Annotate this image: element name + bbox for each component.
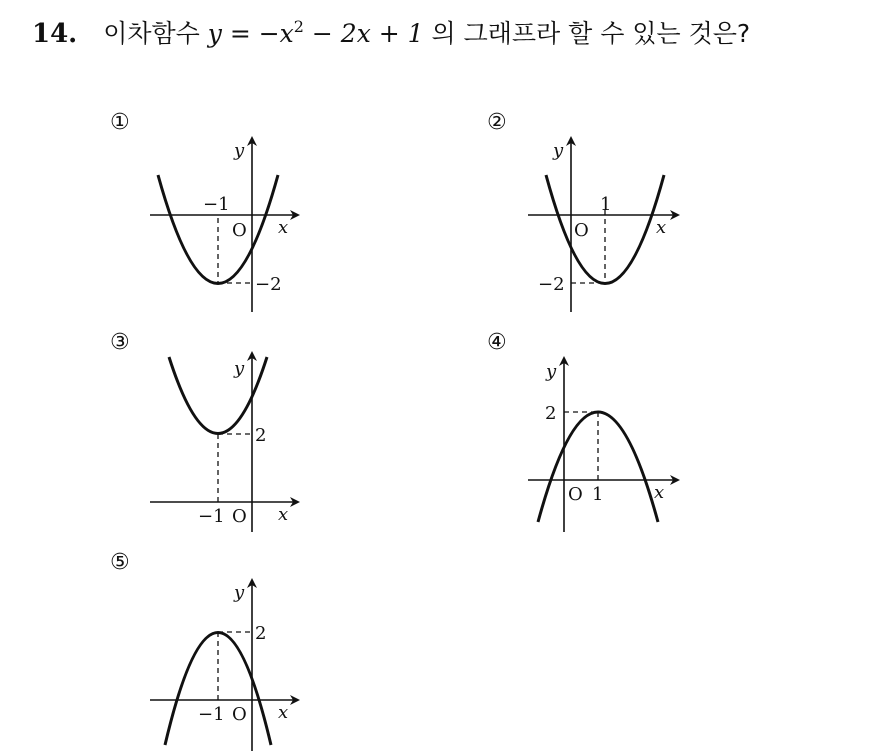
question-stem-prefix: 이차함수 <box>103 19 200 48</box>
formula-y: y <box>207 19 222 48</box>
label-two: 2 <box>545 403 557 424</box>
choice-2-graph[interactable] <box>528 138 678 312</box>
choice-3-graph[interactable] <box>150 353 298 532</box>
label-minus-two: −2 <box>255 274 282 295</box>
choice-5-label[interactable]: ⑤ <box>110 550 130 575</box>
formula-rest: − 2x + 1 <box>303 19 424 48</box>
y-axis-label: y <box>234 140 245 161</box>
origin-label: O <box>232 220 247 241</box>
choice-2-label[interactable]: ② <box>487 110 507 135</box>
y-axis-label: y <box>546 361 557 382</box>
question-stem-suffix: 의 그래프라 할 수 있는 것은? <box>431 19 751 48</box>
x-axis-label: x <box>654 482 665 503</box>
origin-label: O <box>568 484 583 505</box>
question-number: 14. <box>32 19 78 49</box>
label-two: 2 <box>255 623 267 644</box>
origin-label: O <box>574 220 589 241</box>
formula-eq: = −x <box>221 19 294 48</box>
choice-1-label[interactable]: ① <box>110 110 130 135</box>
choice-4-label[interactable]: ④ <box>487 330 507 355</box>
formula-exponent: 2 <box>293 17 304 36</box>
x-axis-label: x <box>278 702 289 723</box>
choice-4-graph[interactable] <box>528 358 678 532</box>
label-two: 2 <box>255 425 267 446</box>
x-axis-label: x <box>656 217 667 238</box>
label-minus-one: −1 <box>198 506 225 527</box>
choice-5-graph[interactable] <box>150 580 298 751</box>
choice-1-graph[interactable] <box>150 138 298 312</box>
y-axis-label: y <box>553 140 564 161</box>
label-minus-two: −2 <box>538 274 565 295</box>
y-axis-label: y <box>234 582 245 603</box>
label-minus-one: −1 <box>203 194 230 215</box>
y-axis-label: y <box>234 358 245 379</box>
x-axis-label: x <box>278 504 289 525</box>
label-one: 1 <box>600 194 612 215</box>
origin-label: O <box>232 704 247 725</box>
x-axis-label: x <box>278 217 289 238</box>
choice-3-label[interactable]: ③ <box>110 330 130 355</box>
label-one: 1 <box>592 484 604 505</box>
origin-label: O <box>232 506 247 527</box>
label-minus-one: −1 <box>198 704 225 725</box>
